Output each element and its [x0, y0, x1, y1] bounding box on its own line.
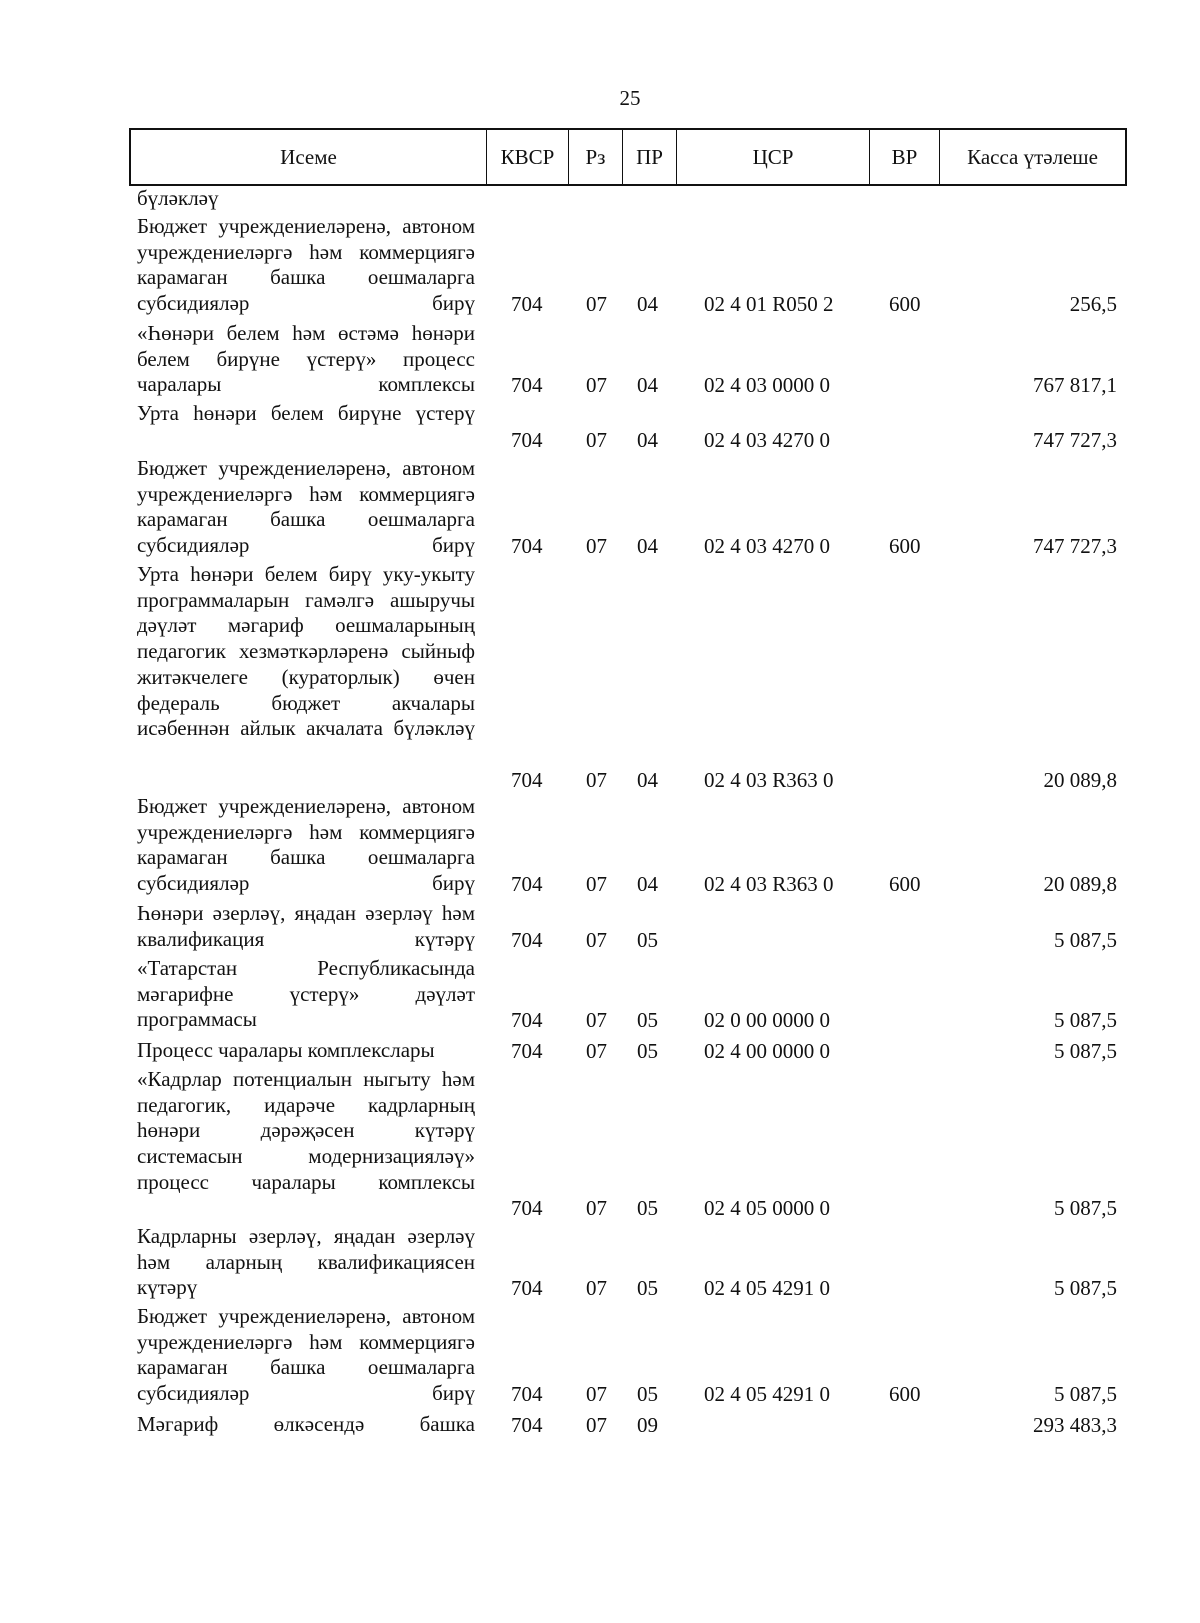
row-rz: 07: [586, 768, 607, 792]
row-csr: 02 4 03 0000 0: [704, 373, 830, 397]
row-rz: 07: [586, 1196, 607, 1220]
table-row: [0, 1412, 1200, 1438]
header-csr: ЦСР: [677, 130, 870, 184]
row-csr: 02 4 05 4291 0: [704, 1382, 830, 1406]
row-kvsr: 704: [511, 1276, 543, 1300]
row-name: Бюджет учреждениеләренә, автоном учреждениеләргә һәм коммерциягә карамаган башка оешмаларга субсидияләр бирү: [137, 214, 475, 316]
row-sum: 5 087,5: [1054, 1276, 1117, 1300]
row-pr: 04: [637, 872, 658, 896]
row-sum: 5 087,5: [1054, 1382, 1117, 1406]
row-pr: 04: [637, 292, 658, 316]
table-row: [0, 186, 1200, 212]
table-row: [0, 956, 1200, 1033]
row-csr: 02 4 03 4270 0: [704, 534, 830, 558]
row-rz: 07: [586, 1039, 607, 1063]
row-csr: 02 4 03 4270 0: [704, 428, 830, 452]
row-pr: 04: [637, 768, 658, 792]
row-sum: 747 727,3: [1033, 428, 1117, 452]
row-pr: 09: [637, 1413, 658, 1437]
row-csr: 02 0 00 0000 0: [704, 1008, 830, 1032]
row-rz: 07: [586, 373, 607, 397]
row-rz: 07: [586, 1008, 607, 1032]
row-rz: 07: [586, 872, 607, 896]
row-sum: 256,5: [1069, 292, 1117, 316]
row-csr: 02 4 03 R363 0: [704, 872, 834, 896]
row-name: Кадрларны әзерләү, яңадан әзерләү һәм аларның квалификациясен күтәрү: [137, 1224, 475, 1300]
row-pr: 05: [637, 1008, 658, 1032]
row-vr: 600: [889, 1382, 921, 1406]
header-kassa: Касса үтәлеше: [967, 144, 1098, 169]
row-pr: 04: [637, 534, 658, 558]
row-name: Бюджет учреждениеләренә, автоном учреждениеләргә һәм коммерциягә карамаган башка оешмаларга субсидияләр бирү: [137, 456, 475, 558]
row-name: Урта һөнәри белем бирү уку-укыту программаларын гамәлгә ашыручы дәүләт мәгариф оешмаларының педагогик хезмәткәрләренә сыйныф житәкчелеге (кураторлык) өчен федераль бюджет акчалары исәбеннән айлык акчалата бүләкләү: [137, 562, 475, 741]
header-pr: ПР: [623, 130, 677, 184]
header-rz: Рз: [569, 130, 623, 184]
row-name: Бюджет учреждениеләренә, автоном учреждениеләргә һәм коммерциягә карамаган башка оешмаларга субсидияләр бирү: [137, 1304, 475, 1406]
row-sum: 767 817,1: [1033, 373, 1117, 397]
row-vr: 600: [889, 534, 921, 558]
row-rz: 07: [586, 1413, 607, 1437]
row-name: «Кадрлар потенциалын ныгыту һәм педагогик, идарәче кадрларның һөнәри дәрәҗәсен күтәрү системасын модернизацияләү» процесс чаралары комплексы: [137, 1067, 475, 1194]
row-sum: 5 087,5: [1054, 1196, 1117, 1220]
row-name: Мәгариф өлкәсендә башка: [137, 1412, 475, 1436]
page-number: 25: [619, 86, 641, 110]
row-kvsr: 704: [511, 1413, 543, 1437]
row-rz: 07: [586, 534, 607, 558]
row-sum: 5 087,5: [1054, 928, 1117, 952]
row-csr: 02 4 00 0000 0: [704, 1039, 830, 1063]
table-row: [0, 1038, 1200, 1064]
header-vr: ВР: [870, 130, 940, 184]
row-name: Һөнәри әзерләү, яңадан әзерләү һәм квалификация күтәрү: [137, 901, 475, 951]
row-pr: 05: [637, 928, 658, 952]
row-rz: 07: [586, 292, 607, 316]
table-row: [0, 901, 1200, 953]
row-name: Бюджет учреждениеләренә, автоном учреждениеләргә һәм коммерциягә карамаган башка оешмаларга субсидияләр бирү: [137, 794, 475, 896]
table-row: [0, 1224, 1200, 1301]
row-kvsr: 704: [511, 872, 543, 896]
row-kvsr: 704: [511, 534, 543, 558]
header-name: Исеме: [131, 130, 487, 184]
row-vr: 600: [889, 872, 921, 896]
row-csr: 02 4 01 R050 2: [704, 292, 834, 316]
table-row: [0, 562, 1200, 793]
row-kvsr: 704: [511, 768, 543, 792]
row-pr: 05: [637, 1382, 658, 1406]
row-rz: 07: [586, 1382, 607, 1406]
row-sum: 20 089,8: [1043, 872, 1117, 896]
row-rz: 07: [586, 1276, 607, 1300]
row-kvsr: 704: [511, 292, 543, 316]
row-vr: 600: [889, 292, 921, 316]
row-pr: 05: [637, 1276, 658, 1300]
row-sum: 293 483,3: [1033, 1413, 1117, 1437]
row-name: Урта һөнәри белем бирүне үстерү: [137, 401, 475, 425]
row-kvsr: 704: [511, 1039, 543, 1063]
row-sum: 747 727,3: [1033, 534, 1117, 558]
row-kvsr: 704: [511, 928, 543, 952]
row-kvsr: 704: [511, 1008, 543, 1032]
row-csr: 02 4 05 0000 0: [704, 1196, 830, 1220]
row-rz: 07: [586, 428, 607, 452]
table-row: [0, 321, 1200, 398]
table-row: [0, 1304, 1200, 1407]
row-name: «Һөнәри белем һәм өстәмә һөнәри белем бирүне үстерү» процесс чаралары комплексы: [137, 321, 475, 397]
row-sum: 5 087,5: [1054, 1039, 1117, 1063]
row-sum: 20 089,8: [1043, 768, 1117, 792]
row-rz: 07: [586, 928, 607, 952]
row-kvsr: 704: [511, 428, 543, 452]
row-kvsr: 704: [511, 373, 543, 397]
row-csr: 02 4 03 R363 0: [704, 768, 834, 792]
row-name: «Татарстан Республикасында мәгарифне үстерү» дәүләт программасы: [137, 956, 475, 1032]
table-row: [0, 1067, 1200, 1221]
row-name: Процесс чаралары комплекслары: [137, 1038, 435, 1062]
row-pr: 05: [637, 1196, 658, 1220]
row-pr: 04: [637, 428, 658, 452]
row-kvsr: 704: [511, 1382, 543, 1406]
table-row: [0, 214, 1200, 317]
header-kvsr: КВСР: [487, 130, 569, 184]
table-row: [0, 401, 1200, 453]
row-pr: 05: [637, 1039, 658, 1063]
row-name: бүләкләү: [137, 186, 219, 210]
table-row: [0, 456, 1200, 559]
row-sum: 5 087,5: [1054, 1008, 1117, 1032]
row-csr: 02 4 05 4291 0: [704, 1276, 830, 1300]
table-row: [0, 794, 1200, 897]
row-kvsr: 704: [511, 1196, 543, 1220]
row-pr: 04: [637, 373, 658, 397]
